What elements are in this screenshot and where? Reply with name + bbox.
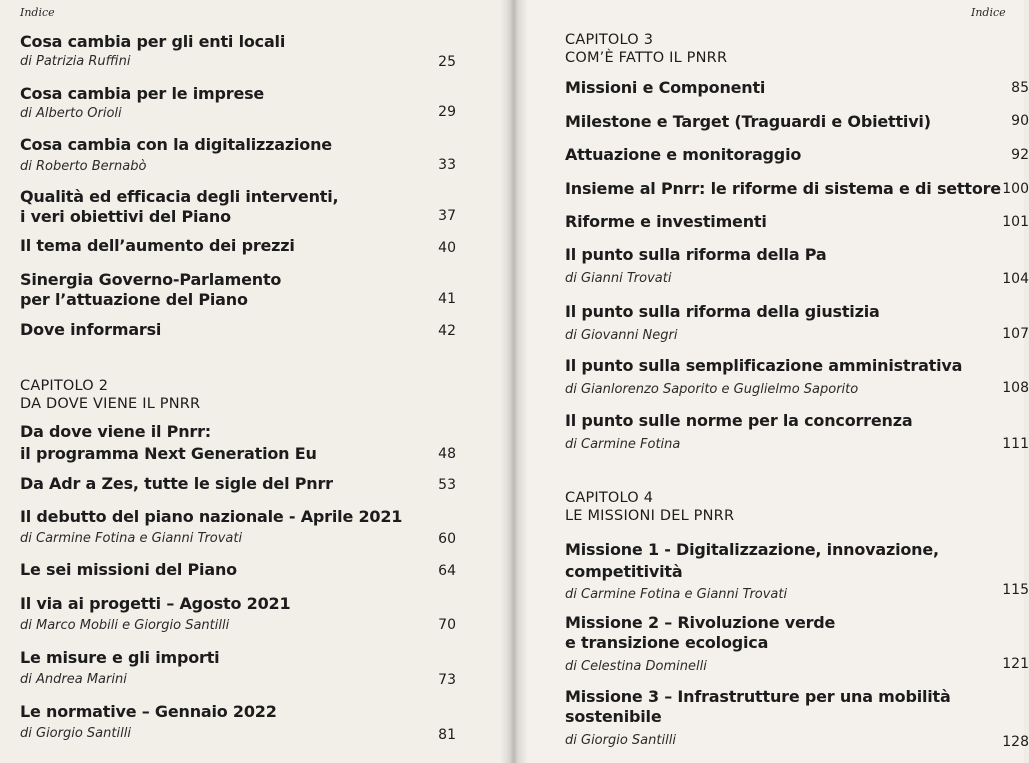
entry-title: Missione 1 - Digitalizzazione, innovazione, xyxy=(565,540,939,559)
toc-entry xyxy=(20,236,295,256)
left-page xyxy=(0,0,508,763)
running-head-left: Indice xyxy=(20,6,55,19)
entry-author: di Giorgio Santilli xyxy=(565,733,676,748)
toc-entry xyxy=(565,687,951,749)
toc-entry xyxy=(20,135,332,175)
toc-entry xyxy=(565,613,835,675)
entry-page: 70 xyxy=(438,617,456,633)
entry-page: 33 xyxy=(438,157,456,173)
entry-title: Cosa cambia per gli enti locali xyxy=(20,32,286,51)
entry-title: Sinergia Governo-Parlamento xyxy=(20,270,282,289)
chapter-label: CAPITOLO 2 xyxy=(20,378,109,394)
toc-entry xyxy=(20,187,338,227)
entry-page: 41 xyxy=(438,291,456,307)
entry-author: di Andrea Marini xyxy=(20,672,127,687)
entry-title: Cosa cambia con la digitalizzazione xyxy=(20,135,332,154)
chapter-label: CAPITOLO 4 xyxy=(565,490,654,506)
toc-entry xyxy=(20,560,237,580)
entry-title: Le misure e gli importi xyxy=(20,648,220,667)
entry-title: Missioni e Componenti xyxy=(565,78,766,97)
chapter-label: CAPITOLO 3 xyxy=(565,32,654,48)
entry-page: 108 xyxy=(1002,380,1029,396)
entry-title: Insieme al Pnrr: le riforme di sistema e di settore xyxy=(565,179,1001,198)
entry-page: 104 xyxy=(1002,271,1029,287)
entry-page: 128 xyxy=(1002,734,1029,750)
toc-entry xyxy=(20,702,277,742)
toc-entry xyxy=(20,84,264,122)
entry-author: di Giovanni Negri xyxy=(565,328,678,343)
entry-title: Il debutto del piano nazionale - Aprile 2021 xyxy=(20,507,403,526)
toc-entry xyxy=(20,270,281,310)
entry-author: di Roberto Bernabò xyxy=(20,159,147,174)
entry-title-line2: competitività xyxy=(565,562,683,581)
entry-title: Le sei missioni del Piano xyxy=(20,560,237,579)
book-gutter-shadow xyxy=(500,0,528,763)
toc-entry xyxy=(20,594,290,634)
right-page xyxy=(515,0,1029,763)
entry-title: Attuazione e monitoraggio xyxy=(565,145,802,164)
toc-entry xyxy=(20,320,161,340)
entry-page: 92 xyxy=(1011,147,1029,163)
toc-entry xyxy=(565,145,801,165)
entry-title: Qualità ed efficacia degli interventi, xyxy=(20,187,339,206)
entry-title: Cosa cambia per le imprese xyxy=(20,84,265,103)
entry-page: 60 xyxy=(438,531,456,547)
toc-entry xyxy=(565,302,880,344)
entry-title: Dove informarsi xyxy=(20,320,162,339)
entry-page: 121 xyxy=(1002,656,1029,672)
entry-title: Riforme e investimenti xyxy=(565,212,767,231)
entry-title: Il punto sulle norme per la concorrenza xyxy=(565,411,913,430)
entry-page: 100 xyxy=(1002,181,1029,197)
entry-page: 85 xyxy=(1011,80,1029,96)
entry-page: 29 xyxy=(438,104,456,120)
running-head-right: Indice xyxy=(971,6,1006,19)
entry-page: 42 xyxy=(438,323,456,339)
entry-author: di Alberto Orioli xyxy=(20,106,122,121)
entry-title-line2: e transizione ecologica xyxy=(565,633,769,652)
entry-title-line2: per l’attuazione del Piano xyxy=(20,290,248,309)
entry-title: Missione 2 – Rivoluzione verde xyxy=(565,613,836,632)
entry-author: di Gianlorenzo Saporito e Guglielmo Saporito xyxy=(565,382,859,397)
toc-entry xyxy=(565,356,962,398)
toc-entry xyxy=(20,648,219,688)
entry-page: 111 xyxy=(1002,436,1029,452)
entry-page: 115 xyxy=(1002,582,1029,598)
entry-author: di Gianni Trovati xyxy=(565,271,672,286)
entry-author: di Giorgio Santilli xyxy=(20,726,131,741)
entry-title: Da dove viene il Pnrr: xyxy=(20,422,211,441)
entry-page: 64 xyxy=(438,563,456,579)
entry-page: 37 xyxy=(438,208,456,224)
toc-entry xyxy=(565,179,1001,199)
entry-title-line2: i veri obiettivi del Piano xyxy=(20,207,231,226)
chapter-name: COM’È FATTO IL PNRR xyxy=(565,50,728,66)
entry-title-line2: il programma Next Generation Eu xyxy=(20,444,317,463)
entry-page: 101 xyxy=(1002,214,1029,230)
entry-page: 25 xyxy=(438,54,456,70)
entry-title: Il punto sulla riforma della Pa xyxy=(565,245,827,264)
toc-entry xyxy=(565,411,912,453)
entry-title: Missione 3 – Infrastrutture per una mobilità xyxy=(565,687,951,706)
entry-author: di Carmine Fotina e Gianni Trovati xyxy=(565,587,788,602)
toc-entry xyxy=(565,540,939,603)
entry-title: Le normative – Gennaio 2022 xyxy=(20,702,277,721)
toc-entry xyxy=(20,32,285,70)
toc-entry xyxy=(565,245,827,287)
toc-entry xyxy=(20,474,333,494)
entry-title: Il punto sulla semplificazione amministrativa xyxy=(565,356,963,375)
entry-page: 81 xyxy=(438,727,456,743)
entry-author: di Carmine Fotina e Gianni Trovati xyxy=(20,531,243,546)
entry-page: 40 xyxy=(438,240,456,256)
entry-author: di Patrizia Ruffini xyxy=(20,54,131,69)
toc-entry xyxy=(565,212,767,232)
entry-title: Il tema dell’aumento dei prezzi xyxy=(20,236,295,255)
entry-page: 48 xyxy=(438,446,456,462)
entry-title: Milestone e Target (Traguardi e Obiettivi) xyxy=(565,112,931,131)
entry-author: di Celestina Dominelli xyxy=(565,659,707,674)
entry-author: di Carmine Fotina xyxy=(565,437,681,452)
entry-author: di Marco Mobili e Giorgio Santilli xyxy=(20,618,230,633)
toc-entry xyxy=(565,78,765,98)
entry-page: 107 xyxy=(1002,326,1029,342)
entry-title-line2: sostenibile xyxy=(565,707,662,726)
entry-title: Il punto sulla riforma della giustizia xyxy=(565,302,880,321)
toc-entry xyxy=(20,422,317,464)
toc-entry xyxy=(565,112,931,132)
chapter-name: DA DOVE VIENE IL PNRR xyxy=(20,396,201,412)
entry-title: Da Adr a Zes, tutte le sigle del Pnrr xyxy=(20,474,333,493)
entry-title: Il via ai progetti – Agosto 2021 xyxy=(20,594,291,613)
chapter-name: LE MISSIONI DEL PNRR xyxy=(565,508,735,524)
entry-page: 90 xyxy=(1011,113,1029,129)
entry-page: 73 xyxy=(438,672,456,688)
toc-entry xyxy=(20,507,402,547)
entry-page: 53 xyxy=(438,477,456,493)
